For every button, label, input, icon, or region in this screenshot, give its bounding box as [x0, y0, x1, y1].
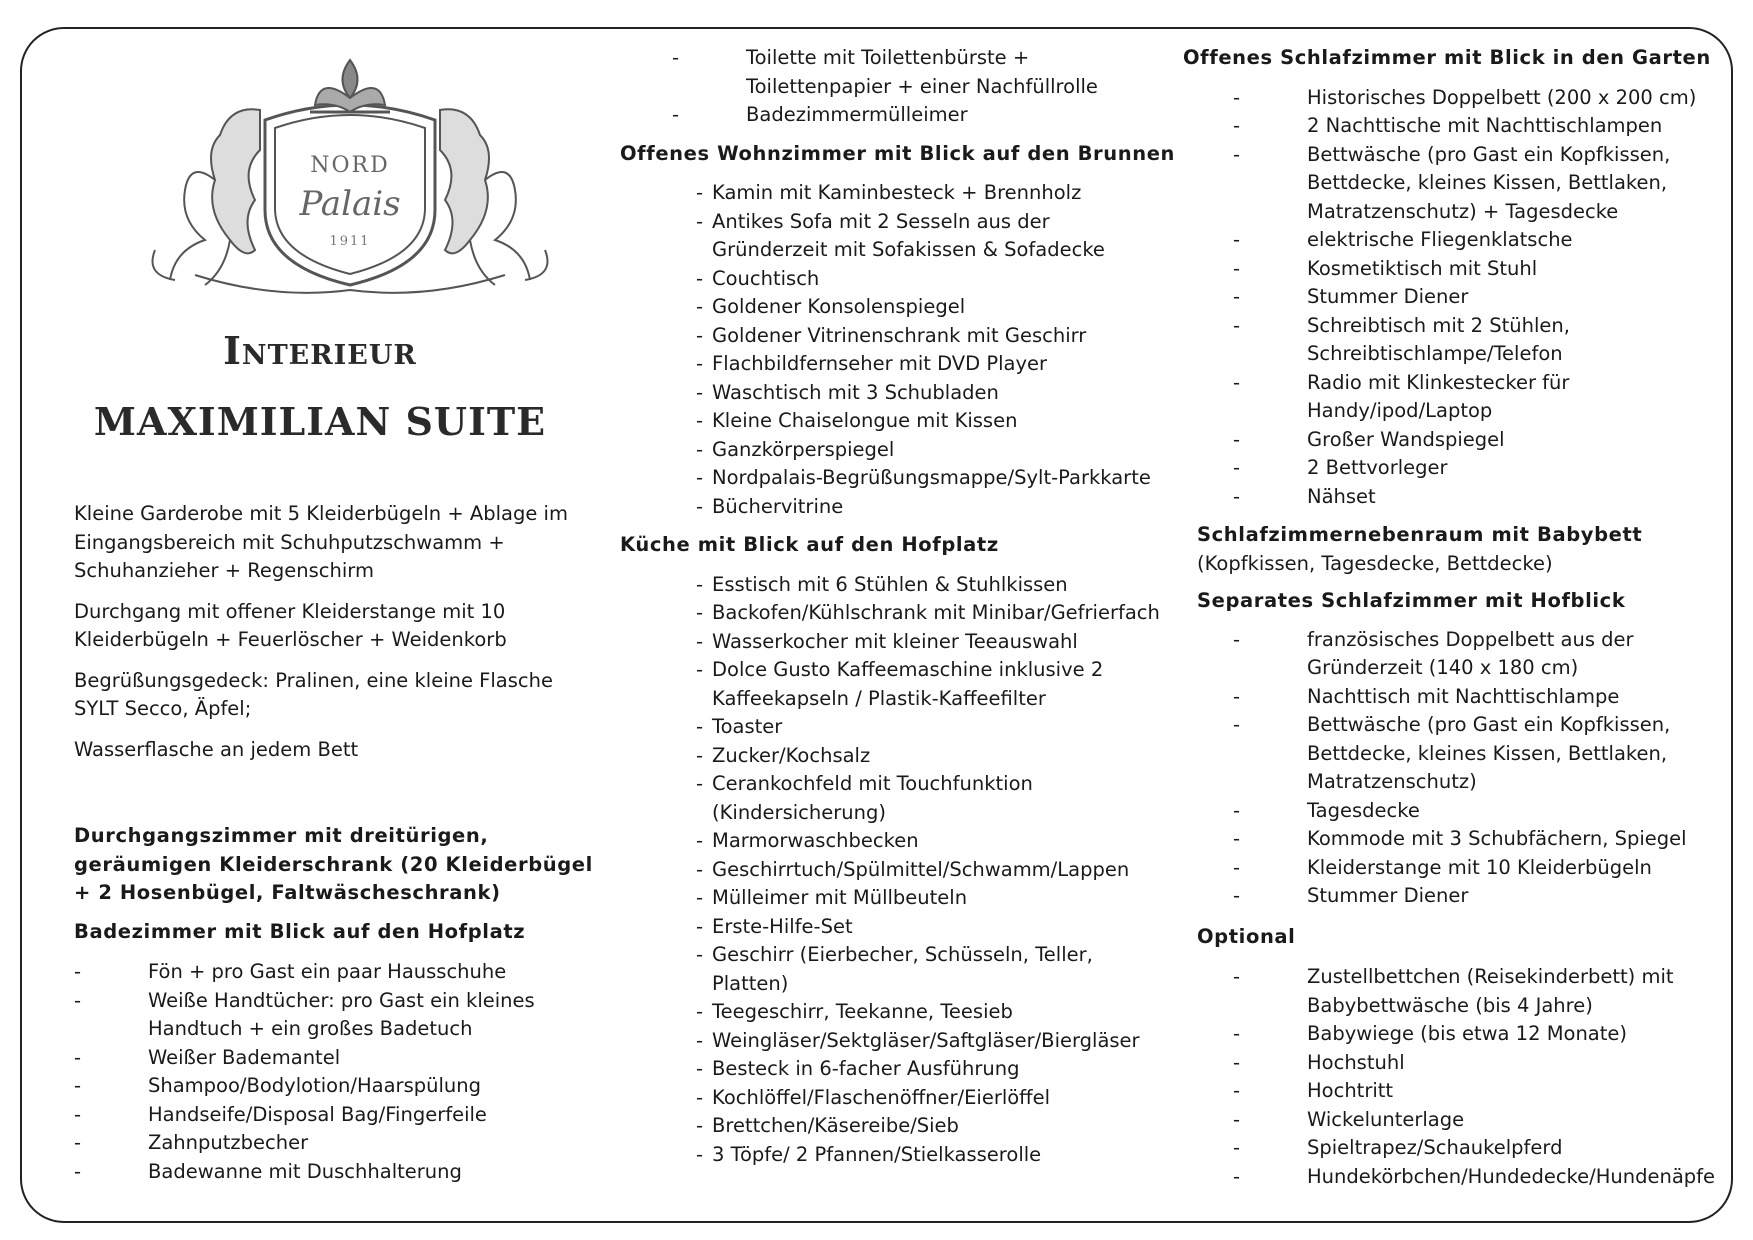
list-item: - Toilette mit Toilettenbürste + Toilettenpapier + einer Nachfüllrolle — [672, 44, 1142, 101]
title-interieur: Interieur — [223, 328, 417, 373]
list-item: - Nachttisch mit Nachttischlampe — [1233, 683, 1728, 712]
list-item: - Bettwäsche (pro Gast ein Kopfkissen, Bettdecke, kleines Kissen, Bettlaken, Matratzenschutz) — [1233, 711, 1728, 797]
list-item: - Teegeschirr, Teekanne, Teesieb — [696, 998, 1166, 1027]
list-item: - Schreibtisch mit 2 Stühlen, Schreibtischlampe/Telefon — [1233, 312, 1728, 369]
optional-list — [1233, 963, 1728, 1191]
list-item: - Geschirr (Eierbecher, Schüsseln, Teller, Platten) — [696, 941, 1166, 998]
bathroom-heading: Badezimmer mit Blick auf den Hofplatz — [74, 919, 526, 943]
list-item: - Dolce Gusto Kaffeemaschine inklusive 2 Kaffeekapseln / Plastik-Kaffeefilter — [696, 656, 1166, 713]
list-item: - Couchtisch — [696, 265, 1166, 294]
intro-paragraph: Durchgang mit offener Kleiderstange mit 10 Kleiderbügeln + Feuerlöscher + Weidenkorb — [74, 599, 507, 651]
list-item: - Kleiderstange mit 10 Kleiderbügeln — [1233, 854, 1728, 883]
list-item: - Kamin mit Kaminbesteck + Brennholz — [696, 179, 1166, 208]
side-room-section — [1197, 521, 1728, 616]
bathroom-list — [74, 958, 599, 1186]
bathroom-list-continued — [672, 44, 1142, 130]
list-item: - Hundekörbchen/Hundedecke/Hundenäpfe — [1233, 1163, 1728, 1192]
list-item: - Zustellbettchen (Reisekinderbett) mit Babybettwäsche (bis 4 Jahre) — [1233, 963, 1728, 1020]
separate-bedroom-heading: Separates Schlafzimmer mit Hofblick — [1197, 589, 1626, 612]
intro-paragraph: Wasserflasche an jedem Bett — [74, 737, 359, 761]
list-item: - Nähset — [1233, 483, 1728, 512]
list-item: - Großer Wandspiegel — [1233, 426, 1728, 455]
middle-column — [620, 44, 1180, 1169]
list-item: - Antikes Sofa mit 2 Sesseln aus der Gründerzeit mit Sofakissen & Sofadecke — [696, 208, 1166, 265]
list-item: - Wasserkocher mit kleiner Teeauswahl — [696, 628, 1166, 657]
list-item: - Zucker/Kochsalz — [696, 742, 1166, 771]
list-item: - Stummer Diener — [1233, 283, 1728, 312]
list-item: - Büchervitrine — [696, 493, 1166, 522]
list-item: - Weingläser/Sektgläser/Saftgläser/Biergläser — [696, 1027, 1166, 1056]
intro-section — [74, 500, 599, 776]
list-item: - Ganzkörperspiegel — [696, 436, 1166, 465]
list-item: - Spieltrapez/Schaukelpferd — [1233, 1134, 1728, 1163]
list-item: - Erste-Hilfe-Set — [696, 913, 1166, 942]
list-item: - Tagesdecke — [1233, 797, 1728, 826]
list-item: - Kleine Chaiselongue mit Kissen — [696, 407, 1166, 436]
intro-paragraph: Kleine Garderobe mit 5 Kleiderbügeln + Ablage im Eingangsbereich mit Schuhputzschwamm + Schuhanzieher + Regenschirm — [74, 502, 568, 582]
list-item: - Hochtritt — [1233, 1077, 1728, 1106]
logo-palais-text: Palais — [299, 184, 401, 224]
title-suite-name: MAXIMILIAN SUITE — [93, 399, 547, 444]
list-item: - Marmorwaschbecken — [696, 827, 1166, 856]
list-item: - Flachbildfernseher mit DVD Player — [696, 350, 1166, 379]
list-item: - Badewanne mit Duschhalterung — [74, 1158, 599, 1187]
list-item: - Badezimmermülleimer — [672, 101, 1142, 130]
list-item: - Waschtisch mit 3 Schubladen — [696, 379, 1166, 408]
list-item: - Goldener Konsolenspiegel — [696, 293, 1166, 322]
list-item: - Besteck in 6-facher Ausführung — [696, 1055, 1166, 1084]
nord-palais-crest-logo — [135, 50, 565, 300]
side-room-contents: (Kopfkissen, Tagesdecke, Bettdecke) — [1197, 551, 1553, 575]
bedroom-list — [1233, 84, 1728, 512]
bathroom-section — [74, 822, 599, 1186]
list-item: - 3 Töpfe/ 2 Pfannen/Stielkasserolle — [696, 1141, 1166, 1170]
list-item: - Stummer Diener — [1233, 882, 1728, 911]
list-item: - Babywiege (bis etwa 12 Monate) — [1233, 1020, 1728, 1049]
list-item: - Wickelunterlage — [1233, 1106, 1728, 1135]
side-room-heading: Schlafzimmernebenraum mit Babybett — [1197, 523, 1643, 546]
kitchen-heading: Küche mit Blick auf den Hofplatz — [620, 533, 999, 556]
list-item: - Esstisch mit 6 Stühlen & Stuhlkissen — [696, 571, 1166, 600]
durchgangszimmer-heading: Durchgangszimmer mit dreitürigen, geräumigen Kleiderschrank (20 Kleiderbügel + 2 Hosenbügel, Faltwäscheschrank) — [74, 824, 593, 904]
list-item: - Kochlöffel/Flaschenöffner/Eierlöffel — [696, 1084, 1166, 1113]
bedroom-heading: Offenes Schlafzimmer mit Blick in den Garten — [1183, 46, 1711, 69]
title-block — [40, 328, 600, 444]
list-item: - Shampoo/Bodylotion/Haarspülung — [74, 1072, 599, 1101]
list-item: - Cerankochfeld mit Touchfunktion (Kindersicherung) — [696, 770, 1166, 827]
separate-bedroom-list — [1233, 626, 1728, 911]
list-item: - französisches Doppelbett aus der Gründerzeit (140 x 180 cm) — [1233, 626, 1728, 683]
list-item: - Historisches Doppelbett (200 x 200 cm) — [1233, 84, 1728, 113]
list-item: - Brettchen/Käsereibe/Sieb — [696, 1112, 1166, 1141]
list-item: - Fön + pro Gast ein paar Hausschuhe — [74, 958, 599, 987]
list-item: - Kommode mit 3 Schubfächern, Spiegel — [1233, 825, 1728, 854]
logo-year-text: 1911 — [329, 234, 371, 249]
list-item: - Nordpalais-Begrüßungsmappe/Sylt-Parkkarte — [696, 464, 1166, 493]
living-room-list — [696, 179, 1166, 521]
intro-paragraph: Begrüßungsgedeck: Pralinen, eine kleine Flasche SYLT Secco, Äpfel; — [74, 668, 553, 720]
list-item: - Toaster — [696, 713, 1166, 742]
logo-nord-text: NORD — [310, 153, 390, 178]
list-item: - Radio mit Klinkestecker für Handy/ipod/Laptop — [1233, 369, 1728, 426]
list-item: - Weißer Bademantel — [74, 1044, 599, 1073]
list-item: - 2 Bettvorleger — [1233, 454, 1728, 483]
list-item: - Mülleimer mit Müllbeuteln — [696, 884, 1166, 913]
list-item: - Geschirrtuch/Spülmittel/Schwamm/Lappen — [696, 856, 1166, 885]
list-item: - Zahnputzbecher — [74, 1129, 599, 1158]
list-item: - elektrische Fliegenklatsche — [1233, 226, 1728, 255]
kitchen-list — [696, 571, 1166, 1170]
list-item: - Handseife/Disposal Bag/Fingerfeile — [74, 1101, 599, 1130]
list-item: - Hochstuhl — [1233, 1049, 1728, 1078]
list-item: - Kosmetiktisch mit Stuhl — [1233, 255, 1728, 284]
list-item: - Bettwäsche (pro Gast ein Kopfkissen, Bettdecke, kleines Kissen, Bettlaken, Matratzenschutz) + Tagesdecke — [1233, 141, 1728, 227]
optional-heading: Optional — [1197, 924, 1296, 948]
list-item: - 2 Nachttische mit Nachttischlampen — [1233, 112, 1728, 141]
list-item: - Weiße Handtücher: pro Gast ein kleines Handtuch + ein großes Badetuch — [74, 987, 599, 1044]
list-item: - Goldener Vitrinenschrank mit Geschirr — [696, 322, 1166, 351]
living-room-heading: Offenes Wohnzimmer mit Blick auf den Brunnen — [620, 141, 1176, 165]
list-item: - Backofen/Kühlschrank mit Minibar/Gefrierfach — [696, 599, 1166, 628]
right-column — [1183, 44, 1728, 1191]
